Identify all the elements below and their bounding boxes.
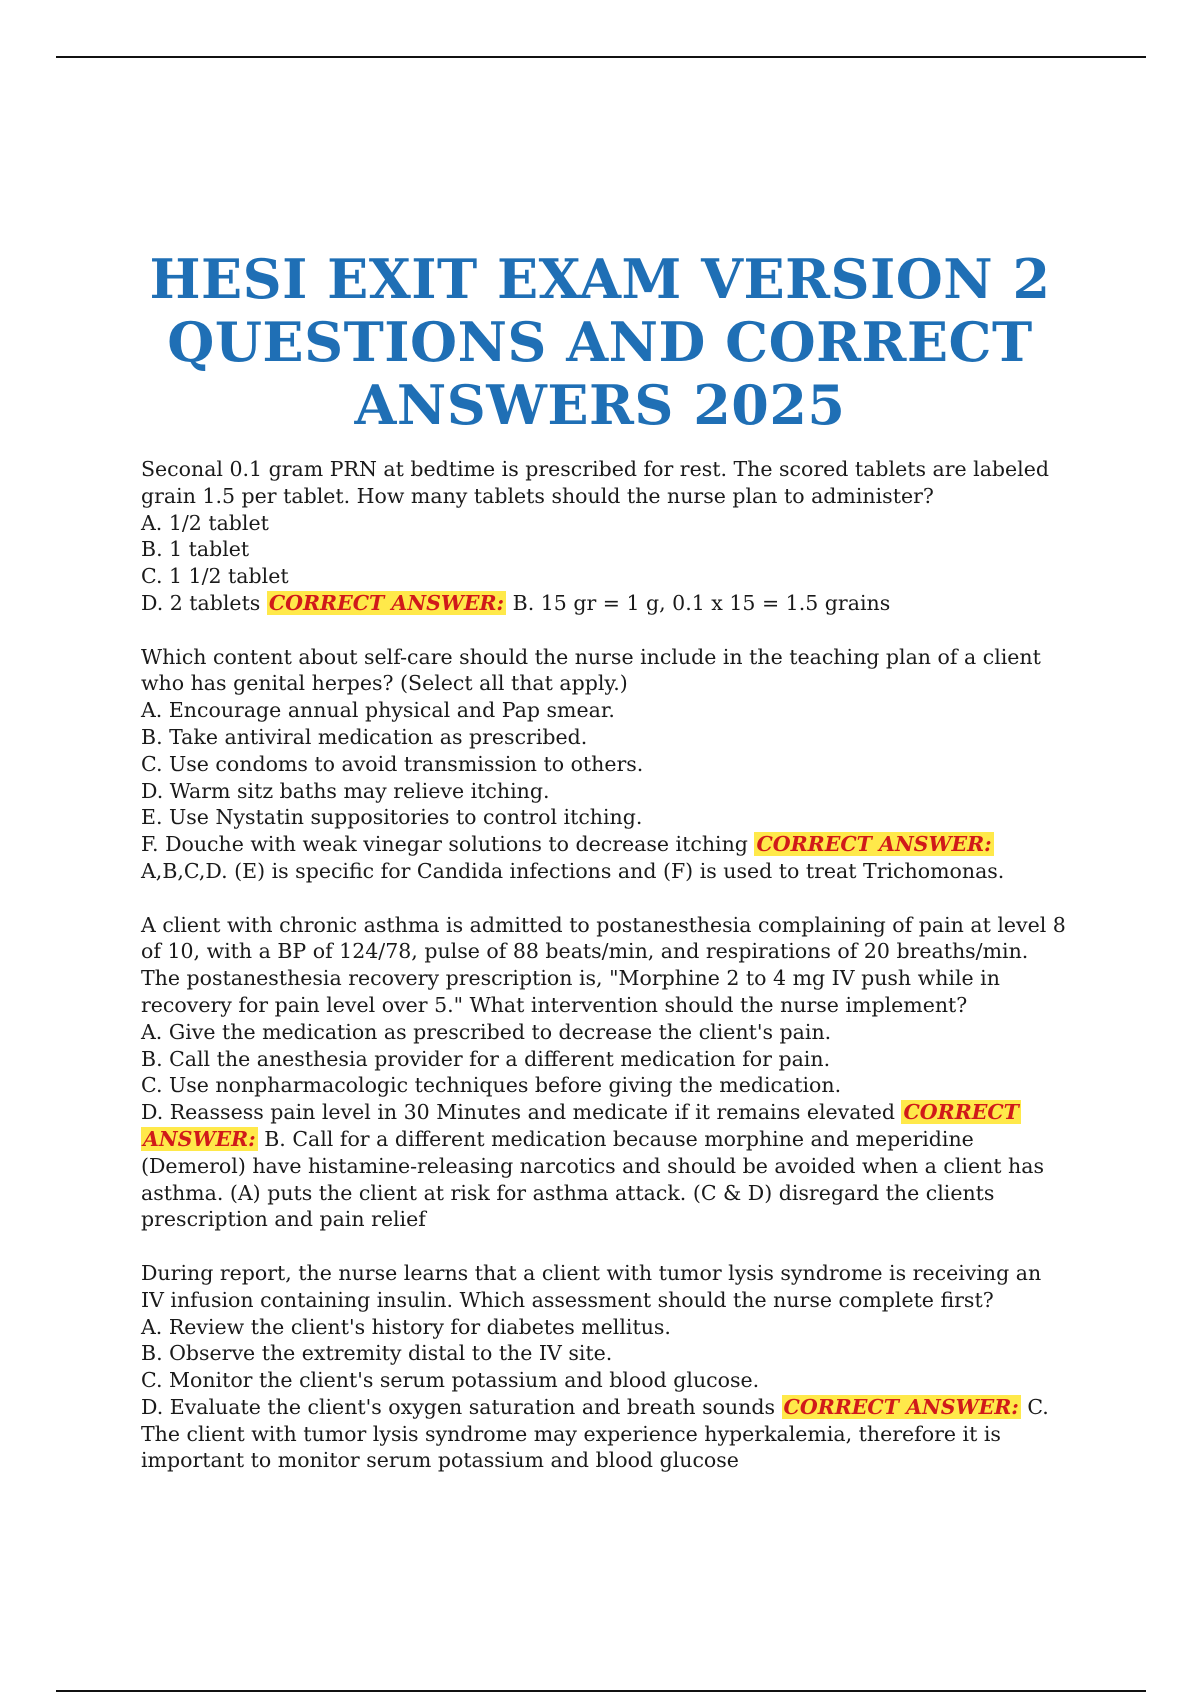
answer-option: A. 1/2 tablet	[141, 510, 269, 535]
question-stem-line: IV infusion containing insulin. Which assessment should the nurse complete first?	[141, 1287, 994, 1312]
answer-option: C. Use nonpharmacologic techniques before giving the medication.	[141, 1073, 842, 1098]
answer-option: B. Take antiviral medication as prescribed.	[141, 724, 588, 749]
answer-option-with-answer	[141, 1099, 1081, 1126]
question-block	[141, 912, 1081, 1234]
answer-option: B. Call the anesthesia provider for a different medication for pain.	[141, 1046, 831, 1071]
bottom-divider	[56, 1690, 1146, 1692]
question-stem-line: of 10, with a BP of 124/78, pulse of 88 beats/min, and respirations of 20 breaths/min.	[141, 939, 1029, 964]
answer-explanation: B. 15 gr = 1 g, 0.1 x 15 = 1.5 grains	[506, 590, 891, 615]
answer-explanation: A,B,C,D. (E) is specific for Candida infections and (F) is used to treat Trichomonas.	[141, 858, 1005, 883]
correct-answer-label: CORRECT	[903, 1100, 1019, 1125]
question-stem-line: Which content about self-care should the nurse include in the teaching plan of a client	[141, 644, 1041, 669]
page-title	[100, 248, 1100, 437]
answer-option: A. Review the client's history for diabetes mellitus.	[141, 1314, 671, 1339]
question-block	[141, 644, 1081, 885]
answer-explanation: prescription and pain relief	[141, 1207, 426, 1232]
answer-option: C. Monitor the client's serum potassium and blood glucose.	[141, 1368, 760, 1393]
answer-option: A. Encourage annual physical and Pap smear.	[141, 698, 615, 723]
question-stem-line: who has genital herpes? (Select all that apply.)	[141, 671, 628, 696]
correct-answer-label: CORRECT ANSWER:	[783, 1394, 1019, 1419]
answer-option: E. Use Nystatin suppositories to control itching.	[141, 805, 643, 830]
answer-explanation: important to monitor serum potassium and blood glucose	[141, 1448, 739, 1473]
answer-option-with-answer	[141, 590, 1081, 617]
answer-option: D. 2 tablets	[141, 590, 267, 615]
answer-option: B. Observe the extremity distal to the IV site.	[141, 1341, 613, 1366]
top-divider	[56, 56, 1146, 58]
question-stem-line: recovery for pain level over 5." What intervention should the nurse implement?	[141, 992, 968, 1017]
answer-option: A. Give the medication as prescribed to decrease the client's pain.	[141, 1019, 832, 1044]
answer-option: F. Douche with weak vinegar solutions to decrease itching	[141, 832, 755, 857]
question-block	[141, 456, 1081, 617]
answer-explanation: asthma. (A) puts the client at risk for asthma attack. (C & D) disregard the clients	[141, 1180, 995, 1205]
question-stem-line: Seconal 0.1 gram PRN at bedtime is prescribed for rest. The scored tablets are labeled	[141, 457, 1049, 481]
correct-answer-label: CORRECT ANSWER:	[756, 832, 992, 857]
correct-answer-label: CORRECT ANSWER:	[268, 590, 505, 615]
question-block	[141, 1260, 1081, 1474]
title-line: QUESTIONS AND CORRECT	[167, 310, 1033, 375]
answer-explanation: (Demerol) have histamine-releasing narcotics and should be avoided when a client has	[141, 1153, 1044, 1178]
answer-option: D. Evaluate the client's oxygen saturation and breath sounds	[141, 1394, 782, 1419]
answer-explanation: C.	[1020, 1394, 1049, 1419]
answer-option: D. Reassess pain level in 30 Minutes and medicate if it remains elevated	[141, 1100, 902, 1125]
answer-explanation: The client with tumor lysis syndrome may experience hyperkalemia, therefore it is	[141, 1421, 1001, 1446]
title-line: ANSWERS 2025	[354, 373, 846, 438]
answer-option: C. 1 1/2 tablet	[141, 564, 289, 589]
question-stem-line: grain 1.5 per tablet. How many tablets should the nurse plan to administer?	[141, 483, 934, 508]
question-list	[141, 456, 1081, 1501]
answer-explanation-line	[141, 1126, 1081, 1153]
question-stem-line: The postanesthesia recovery prescription is, "Morphine 2 to 4 mg IV push while in	[141, 966, 1000, 991]
answer-option-with-answer	[141, 1394, 1081, 1421]
correct-answer-label: ANSWER:	[143, 1126, 256, 1151]
answer-explanation: B. Call for a different medication because morphine and meperidine	[257, 1126, 974, 1151]
question-stem-line: During report, the nurse learns that a client with tumor lysis syndrome is receiving an	[141, 1260, 1042, 1285]
title-line: HESI EXIT EXAM VERSION 2	[149, 247, 1051, 312]
answer-option-with-answer	[141, 831, 1081, 858]
answer-option: B. 1 tablet	[141, 537, 250, 562]
answer-option: C. Use condoms to avoid transmission to others.	[141, 751, 644, 776]
answer-option: D. Warm sitz baths may relieve itching.	[141, 778, 550, 803]
question-stem-line: A client with chronic asthma is admitted to postanesthesia complaining of pain at level 8	[141, 912, 1066, 937]
